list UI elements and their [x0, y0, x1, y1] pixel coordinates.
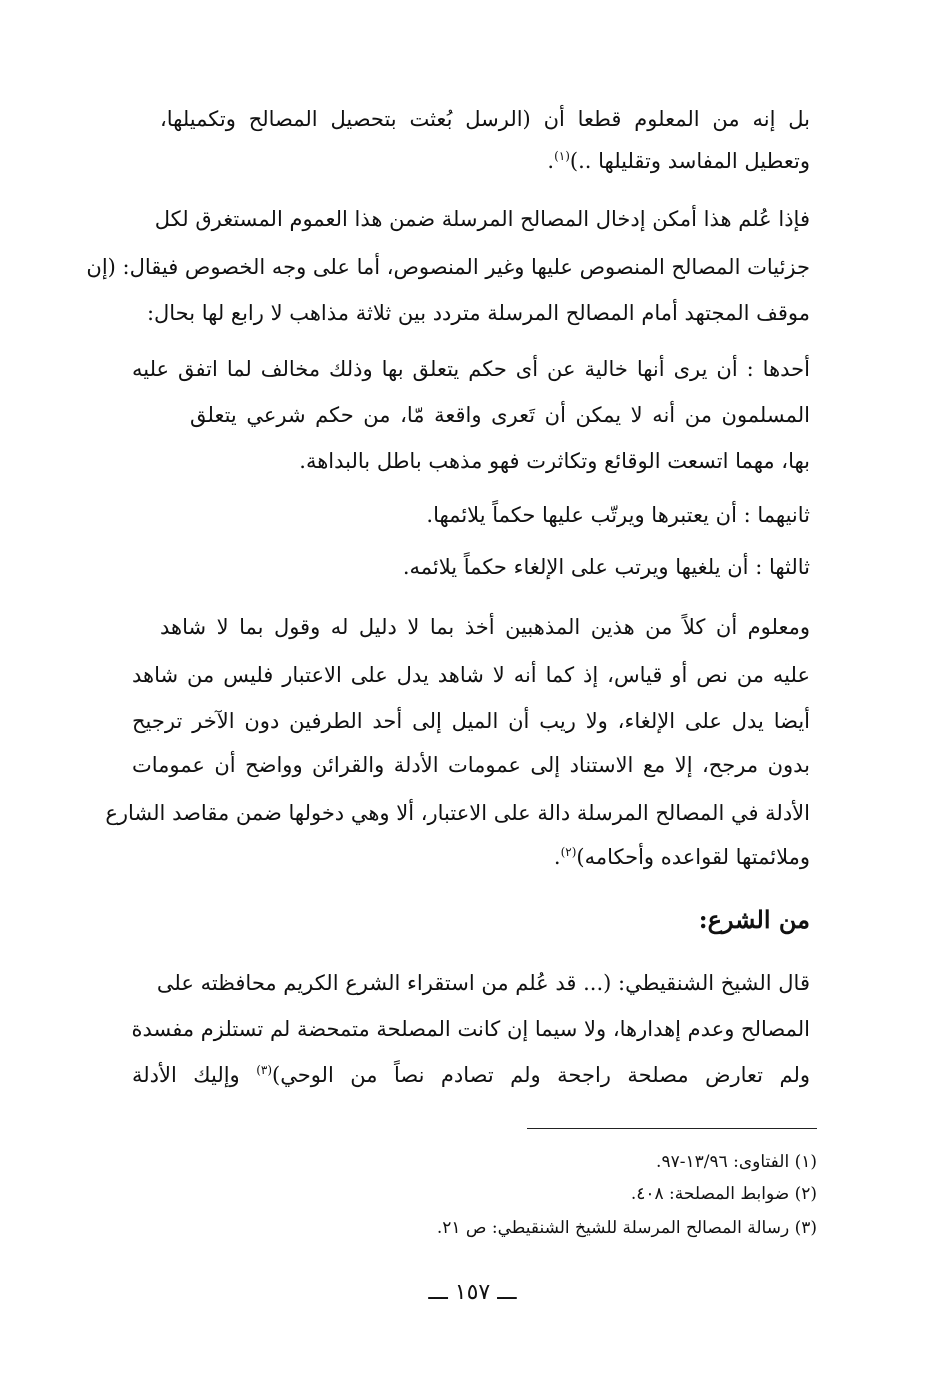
paragraph-1-line-1: بل إنه من المعلوم قطعا أن (الرسل بُعثت بتحصيل المصالح وتكميلها، [160, 107, 810, 131]
paragraph-2-line-2: جزئيات المصالح المنصوص عليها وغير المنصوص، أما على وجه الخصوص فيقال: (إن [86, 255, 810, 279]
paragraph-3-line-2: عليه من نص أو قياس، إذ كما أنه لا شاهد يدل على الاعتبار فليس من شاهد [132, 663, 810, 687]
footnote-ref-2: (٢) [560, 845, 577, 859]
footnote-3: (٣) رسالة المصالح المرسلة للشيخ الشنقيطي: ص ٢١. [436, 1218, 817, 1238]
page-number: ـــ ١٥٧ ـــ [428, 1280, 517, 1305]
paragraph-4-line-3-tail: وإليك الأدلة [132, 1063, 240, 1087]
paragraph-3-line-5: الأدلة في المصالح المرسلة دالة على الاعتبار، ألا وهي دخولها ضمن مقاصد الشارع [105, 801, 810, 825]
paragraph-1-line-2: وتعطيل المفاسد وتقليلها ..)$^{(١)}$. [547, 149, 810, 173]
item-1-line-3: بها، مهما اتسعت الوقائع وتكاثرت فهو مذهب باطل بالبداهة. [299, 449, 810, 473]
section-heading: من الشرع: [698, 905, 810, 934]
footnote-ref-1: (١) [554, 149, 570, 163]
paragraph-4-line-3-text: ولم تعارض مصلحة راجحة ولم تصادم نصاً من الوحي) [272, 1063, 810, 1087]
paragraph-4-line-1: قال الشيخ الشنقيطي: (... قد عُلم من استقراء الشرع الكريم محافظته على [156, 971, 810, 995]
item-1-line-2: المسلمون من أنه لا يمكن أن تَعرى واقعة مّا، من حكم شرعي يتعلق [190, 403, 810, 427]
footnote-ref-3: (٣) [256, 1063, 273, 1077]
paragraph-4-line-3 [132, 1058, 810, 1092]
paragraph-3-line-4: بدون مرجح، إلا مع الاستناد إلى عمومات الأدلة والقرائن وواضح أن عمومات [132, 753, 810, 777]
paragraph-3-line-1: ومعلوم أن كلاً من هذين المذهبين أخذ بما لا دليل له وقول بما لا شاهد [160, 615, 810, 639]
paragraph-2-line-1: فإذا عُلم هذا أمكن إدخال المصالح المرسلة ضمن هذا العموم المستغرق لكل [154, 207, 810, 231]
item-3: ثالثها : أن يلغيها ويرتب على الإلغاء حكماً يلائمه. [402, 555, 810, 579]
item-1-line-1: أحدها : أن يرى أنها خالية عن أى حكم يتعلق بها وذلك مخالف لما اتفق عليه [132, 357, 810, 381]
paragraph-2-line-3: موقف المجتهد أمام المصالح المرسلة متردد بين ثلاثة مذاهب لا رابع لها بحال: [146, 301, 810, 325]
footnote-2: (٢) ضوابط المصلحة: ٤٠٨. [630, 1184, 817, 1204]
paragraph-4-line-2: المصالح وعدم إهدارها، ولا سيما إن كانت المصلحة متمحضة لم تستلزم مفسدة [131, 1017, 810, 1041]
item-2: ثانيهما : أن يعتبرها ويرتّب عليها حكماً يلائمها. [426, 503, 810, 527]
paragraph-3-line-6-text: وملائمتها لقواعده وأحكامه) [576, 845, 810, 869]
footnote-separator [527, 1128, 817, 1129]
paragraph-1-line-2-text: وتعطيل المفاسد وتقليلها ..) [569, 149, 810, 173]
paragraph-3-line-6: وملائمتها لقواعده وأحكامه)$^{(٢)}$. [553, 845, 810, 869]
paragraph-3-line-3: أيضا يدل على الإلغاء، ولا ريب أن الميل إلى أحد الطرفين دون الآخر ترجيح [132, 709, 810, 733]
footnote-1: (١) الفتاوى: ١٣/٩٦-٩٧. [656, 1152, 817, 1172]
